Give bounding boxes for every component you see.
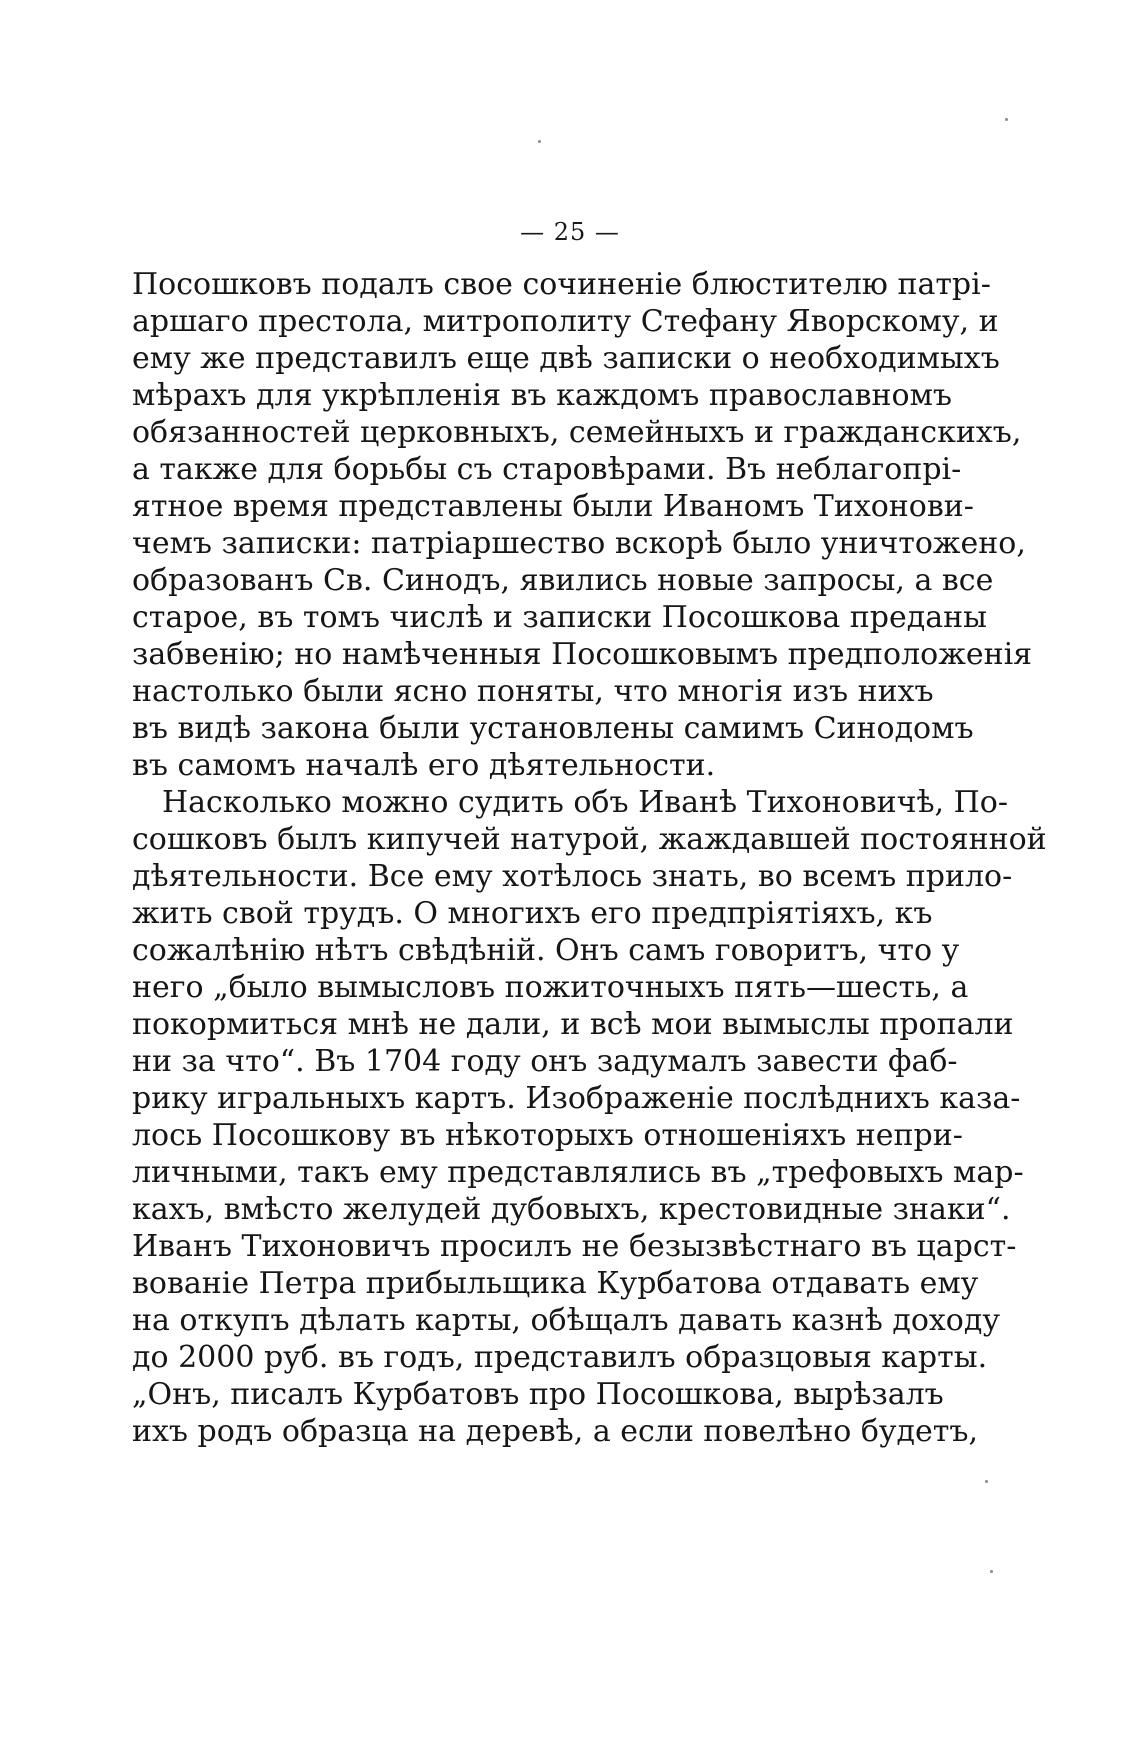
- body-text: [132, 266, 1047, 1450]
- text-line: Посошковъ подалъ свое сочиненіе блюстителю патрі-: [132, 267, 991, 302]
- text-line: обязанностей церковныхъ, семейныхъ и гражданскихъ,: [132, 415, 1022, 450]
- text-line: ему же представилъ еще двѣ записки о необходимыхъ: [132, 341, 1000, 376]
- text-line: Иванъ Тихоновичъ просилъ не безызвѣстнаго въ царст-: [132, 1229, 1017, 1264]
- text-line: „Онъ, писалъ Курбатовъ про Посошкова, вырѣзалъ: [132, 1377, 944, 1412]
- text-line: ятное время представлены были Иваномъ Тихонови-: [132, 489, 974, 524]
- paragraph-1: [132, 266, 1033, 784]
- text-line: ихъ родъ образца на деревѣ, а если повелѣно будетъ,: [132, 1414, 979, 1449]
- text-line: образованъ Св. Синодъ, явились новые запросы, а все: [132, 563, 994, 598]
- paragraph-2: [132, 784, 1047, 1450]
- text-line: до 2000 руб. въ годъ, представилъ образцовыя карты.: [132, 1340, 988, 1375]
- text-line: забвенію; но намѣченныя Посошковымъ предположенія: [132, 637, 1033, 672]
- scan-speck: [990, 1570, 993, 1573]
- text-line: мѣрахъ для укрѣпленія въ каждомъ православномъ: [132, 378, 952, 413]
- text-line: жить свой трудъ. О многихъ его предпріятіяхъ, къ: [132, 896, 933, 931]
- text-line: въ самомъ началѣ его дѣятельности.: [132, 748, 716, 783]
- page-number: — 25 —: [520, 218, 620, 246]
- text-line: на откупъ дѣлать карты, обѣщалъ давать казнѣ доходу: [132, 1303, 1000, 1338]
- text-line: чемъ записки: патріаршество вскорѣ было уничтожено,: [132, 526, 1026, 561]
- text-line: дѣятельности. Все ему хотѣлось знать, во всемъ прило-: [132, 859, 1013, 894]
- text-line: сошковъ былъ кипучей натурой, жаждавшей постоянной: [132, 822, 1047, 857]
- text-line: ни за что“. Въ 1704 году онъ задумалъ завести фаб-: [132, 1044, 958, 1079]
- text-line: рику игральныхъ картъ. Изображеніе послѣднихъ каза-: [132, 1081, 1021, 1116]
- text-line: покормиться мнѣ не дали, и всѣ мои вымыслы пропали: [132, 1007, 1014, 1042]
- text-line: Насколько можно судить объ Иванѣ Тихоновичѣ, По-: [162, 785, 1008, 820]
- scan-speck: [538, 140, 541, 143]
- scan-speck: [1005, 118, 1008, 121]
- text-line: сожалѣнію нѣтъ свѣдѣній. Онъ самъ говоритъ, что у: [132, 933, 960, 968]
- text-line: кахъ, вмѣсто желудей дубовыхъ, крестовидные знаки“.: [132, 1192, 1011, 1227]
- text-line: него „было вымысловъ пожиточныхъ пять—шесть, а: [132, 970, 969, 1005]
- text-line: лось Посошкову въ нѣкоторыхъ отношеніяхъ непри-: [132, 1118, 963, 1153]
- text-line: въ видѣ закона были установлены самимъ Синодомъ: [132, 711, 974, 746]
- text-line: аршаго престола, митрополиту Стефану Яворскому, и: [132, 304, 999, 339]
- text-line: настолько были ясно поняты, что многія изъ нихъ: [132, 674, 934, 709]
- text-line: вованіе Петра прибыльщика Курбатова отдавать ему: [132, 1266, 979, 1301]
- text-line: личными, такъ ему представлялись въ „трефовыхъ мар-: [132, 1155, 1024, 1190]
- scan-speck: [985, 1480, 988, 1483]
- text-line: а также для борьбы съ старовѣрами. Въ неблагопрі-: [132, 452, 962, 487]
- text-line: старое, въ томъ числѣ и записки Посошкова преданы: [132, 600, 987, 635]
